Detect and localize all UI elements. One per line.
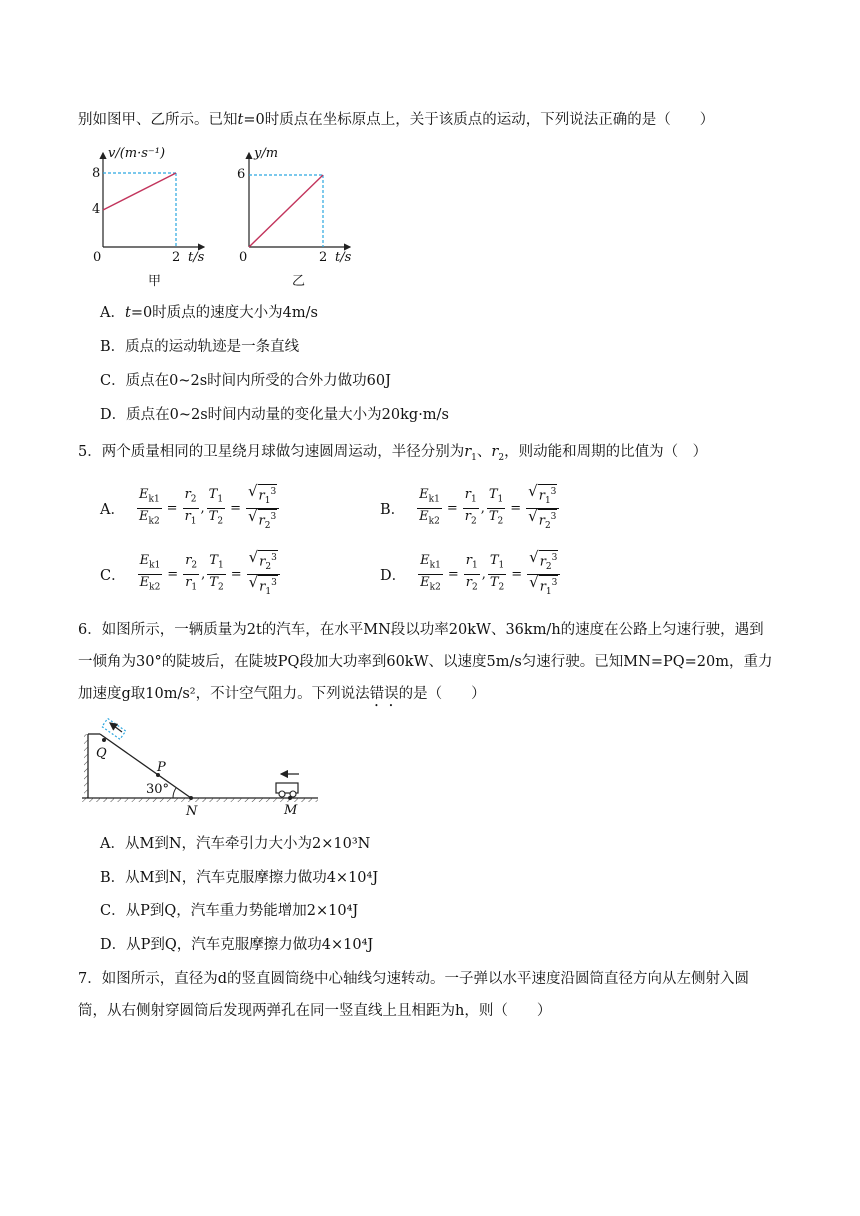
q7-stem-line1: 7．如图所示，直径为d的竖直圆筒绕中心轴线匀速转动。一子弹以水平速度沿圆筒直径方向从左侧射入圆 — [78, 971, 750, 987]
q4-option-b-text: 质点的运动轨迹是一条直线 — [125, 339, 300, 355]
q5-stem-a: 5．两个质量相同的卫星绕月球做匀速圆周运动，半径分别为 — [78, 444, 465, 460]
label-M: M — [284, 803, 298, 818]
q6-option-b-label: B． — [100, 870, 126, 886]
jia-xlabel: t/s — [188, 250, 205, 265]
label-N: N — [186, 804, 198, 819]
q5a-t-frac: $\frac{T_1}{T_2}$ — [208, 487, 224, 527]
q6-stem-line2: 一倾角为30°的陡坡后，在陡坡PQ段加大功率到60kW、以速度5m/s匀速行驶。已知MN=PQ=20m，重力 — [78, 654, 773, 670]
q6-option-c-text: 从P到Q，汽车重力势能增加2×10⁴J — [125, 903, 359, 919]
q5-r1: r — [464, 444, 472, 460]
q5-option-c-label: C． — [100, 567, 126, 584]
q6-option-a-label: A． — [100, 836, 125, 852]
q5-option-d-label: D． — [380, 567, 407, 584]
yi-xtick-0: 0 — [239, 250, 248, 265]
q5-option-d: D． $\frac{E_{k1}}{E_{k2}}$ = $\frac{r_1}{r_2}$ , $\frac{T_1}{T_2}$ = √ $r_2^3$ √ $r_1^3$ — [380, 550, 562, 599]
q6-option-d-label: D． — [100, 937, 127, 953]
label-angle: 30° — [146, 782, 170, 797]
q4-option-a — [100, 303, 318, 323]
q5-option-a-label: A． — [100, 501, 125, 518]
q5-r2: r — [491, 444, 499, 460]
yi-caption: 乙 — [292, 274, 306, 289]
q5-stem-b: ，则动能和周期的比值为（ ） — [504, 444, 708, 460]
q5a-ek-frac: $\frac{E_{k1}}{E_{k2}}$ — [138, 487, 160, 527]
q5-stem — [78, 442, 707, 468]
q4-option-a-text: =0时质点的速度大小为4m/s — [130, 305, 318, 321]
q6-option-d-text: 从P到Q，汽车克服摩擦力做功4×10⁴J — [126, 937, 374, 953]
q4-option-b-label: B． — [100, 339, 126, 355]
yi-xlabel: t/s — [335, 250, 352, 265]
q6-option-b — [100, 868, 378, 888]
jia-xtick-2: 2 — [172, 250, 181, 265]
q4-option-d-label: D． — [100, 407, 127, 423]
jia-ytick-4: 4 — [92, 202, 101, 217]
q6-option-d — [100, 935, 373, 955]
q5-r2-sub: 2 — [498, 452, 505, 463]
q6-stem-line1: 6．如图所示，一辆质量为2t的汽车，在水平MN段以功率20kW、36km/h的速度在公路上匀速行驶，遇到 — [78, 622, 764, 638]
q5-r1-sub: 1 — [471, 452, 477, 463]
q6-line3-emph: 错误 — [369, 686, 399, 702]
q4-stem-t: t — [237, 112, 244, 128]
q5-option-b: B． $\frac{E_{k1}}{E_{k2}}$ = $\frac{r_1}{r_2}$ , $\frac{T_1}{T_2}$ = √ $r_1^3$ √ $r_2^3$ — [380, 484, 561, 533]
jia-caption: 甲 — [148, 274, 162, 289]
jia-xtick-0: 0 — [93, 250, 102, 265]
q4-option-c-text: 质点在0~2s时间内所受的合外力做功60J — [125, 373, 391, 389]
q5a-r-frac: $\frac{r_2}{r_1}$ — [184, 487, 197, 527]
q5-option-a: A． $\frac{E_{k1}}{E_{k2}}$ = $\frac{r_2}{r_1}$ , $\frac{T_1}{T_2}$ = √ $r_1^3$ √ $r_2^3$ — [100, 484, 281, 533]
q4-option-a-label: A． — [100, 305, 125, 321]
yi-ytick-6: 6 — [237, 167, 246, 182]
q6-option-c — [100, 901, 358, 921]
label-Q: Q — [96, 746, 107, 761]
q5-sep: 、 — [476, 444, 492, 460]
q6-line3-a: 加速度g取10m/s²，不计空气阻力。下列说法 — [78, 686, 370, 702]
q4-stem-a: 别如图甲、乙所示。已知 — [78, 112, 238, 128]
q7-stem-line2: 筒，从右侧射穿圆筒后发现两弹孔在同一竖直线上且相距为h，则（ ） — [78, 1003, 552, 1019]
q6-option-a-text: 从M到N，汽车牵引力大小为2×10³N — [124, 836, 371, 852]
q6-option-b-text: 从M到N，汽车克服摩擦力做功4×10⁴J — [125, 870, 379, 886]
q4-option-b — [100, 337, 299, 357]
jia-ytick-8: 8 — [92, 166, 101, 181]
q6-option-a — [100, 834, 370, 854]
q4-option-d-text: 质点在0~2s时间内动量的变化量大小为20kg·m/s — [126, 407, 449, 423]
yi-ylabel: y/m — [254, 146, 279, 161]
jia-ylabel: v/(m·s⁻¹) — [108, 146, 166, 161]
q6-line3-b: 的是（ ） — [398, 686, 486, 702]
q5a-sqrt-frac: √ $r_1^3$ √ $r_2^3$ — [246, 484, 279, 533]
q6-stem-line3 — [78, 684, 486, 710]
yi-xtick-2: 2 — [319, 250, 328, 265]
q5-option-b-label: B． — [380, 501, 406, 518]
q4-option-c — [100, 371, 391, 391]
q6-option-c-label: C． — [100, 903, 126, 919]
q5-option-c: C． $\frac{E_{k1}}{E_{k2}}$ = $\frac{r_2}{r_1}$ , $\frac{T_1}{T_2}$ = √ $r_2^3$ √ $r_1^3$ — [100, 550, 282, 599]
q4-stem-b: =0时质点在坐标原点上，关于该质点的运动，下列说法正确的是（ ） — [243, 112, 715, 128]
q4-option-c-label: C． — [100, 373, 126, 389]
q4-stem — [78, 110, 714, 130]
q4-option-a-t: t — [124, 305, 131, 321]
label-P: P — [157, 760, 166, 775]
q4-option-d — [100, 405, 449, 425]
